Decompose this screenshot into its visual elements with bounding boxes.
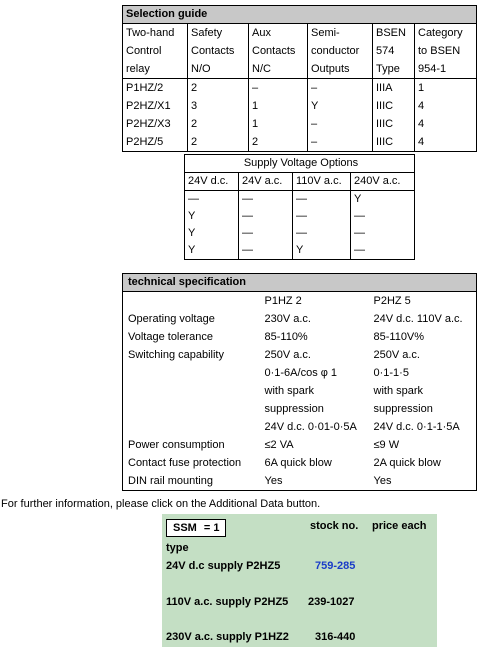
cell: 230V a.c. [264,313,311,325]
cell: 0·1-6A/cos φ 1 [264,367,338,379]
cell: ≤2 VA [264,439,294,451]
cell: — [354,227,365,239]
cell: IIIC [373,97,415,115]
cell: Y [185,225,239,242]
technical-specification-title: technical specification [123,274,477,292]
cell: 2A quick blow [373,457,441,469]
type-column-header: type [166,542,189,554]
selection-guide-header-row [123,24,477,79]
ssm-label: SSM [173,522,197,534]
table-row [123,133,477,152]
cell: — [239,225,293,242]
cell: — [185,191,239,209]
spec-label: Power consumption [128,439,225,451]
cell: — [293,191,351,209]
table-row [185,191,415,209]
table-row [123,346,477,364]
table-row [185,242,415,260]
spec-label [123,400,260,418]
table-row [123,382,477,400]
technical-specification-table [122,273,477,491]
table-row [185,208,415,225]
order-item-type: 24V d.c supply P2HZ5 [166,560,281,572]
header-aux-contacts: Aux Contacts N/C [249,24,308,79]
cell: 2 [249,133,308,152]
spec-label: Switching capability [128,349,224,361]
supply-voltage-title: Supply Voltage Options [185,155,415,173]
column-header-p1hz2: P1HZ 2 [264,295,302,307]
stock-number: 316-440 [315,631,356,643]
spec-label [123,418,260,436]
cell: – [249,79,308,98]
cell: 1 [249,115,308,133]
spec-label: Contact fuse protection [128,457,242,469]
header-safety-contacts: Safety Contacts N/O [188,24,249,79]
header-relay: Two-hand Control relay [123,24,188,79]
column-header: 240V a.c. [351,173,415,191]
cell: suppression [264,403,324,415]
cell: — [239,208,293,225]
cell: P2HZ/5 [123,133,188,152]
cell: — [354,210,365,222]
table-row [123,436,477,454]
cell: – [308,79,373,98]
spec-label [123,364,260,382]
cell: 0·1-1·5 [373,367,409,379]
column-header-p2hz5: P2HZ 5 [373,295,411,307]
cell: — [293,208,351,225]
price-column-header: price each [372,520,427,532]
table-row [123,328,477,346]
cell: Y [308,97,373,115]
table-row [123,472,477,491]
cell: 24V d.c. 110V a.c. [373,313,463,325]
table-row [123,400,477,418]
cell: P1HZ/2 [123,79,188,98]
cell: 6A quick blow [264,457,332,469]
cell: – [308,115,373,133]
table-row [123,454,477,472]
cell: Yes [373,475,392,487]
order-item-type: 230V a.c. supply P1HZ2 [166,631,289,643]
cell: with spark [373,385,424,397]
cell: 4 [418,136,425,148]
cell: with spark [264,385,315,397]
cell: IIIC [373,115,415,133]
order-item-type: 110V a.c. supply P2HZ5 [166,596,289,608]
spec-label: Operating voltage [128,313,215,325]
supply-voltage-header-row [185,173,415,191]
order-panel [162,514,437,647]
table-row [123,364,477,382]
column-header: 24V a.c. [239,173,293,191]
cell: – [308,133,373,152]
table-row [123,97,477,115]
cell: Yes [264,475,283,487]
cell: 4 [418,100,425,112]
cell: 2 [188,115,249,133]
cell: 2 [188,79,249,98]
cell: 250V a.c. [264,349,311,361]
table-row [123,79,477,98]
cell: — [239,191,293,209]
column-header: 24V d.c. [185,173,239,191]
cell [123,292,260,311]
cell: 24V d.c. 0·1-1·5A [373,421,460,433]
cell: 250V a.c. [373,349,420,361]
cell: — [354,244,365,256]
cell: ≤9 W [373,439,400,451]
cell: 4 [418,118,425,130]
cell: — [293,225,351,242]
further-info-note: For further information, please click on the Additional Data button. [1,498,321,510]
cell: suppression [373,403,433,415]
cell: 24V d.c. 0·01-0·5A [264,421,357,433]
cell: P2HZ/X1 [123,97,188,115]
cell: 2 [188,133,249,152]
cell: 3 [188,97,249,115]
spec-label [123,382,260,400]
header-semiconductor-outputs: Semi- conductor Outputs [308,24,373,79]
cell: 1 [418,82,425,94]
cell: 85-110V% [373,331,425,343]
stock-column-header: stock no. [310,520,359,532]
header-category: Category to BSEN 954-1 [415,24,477,79]
cell: Y [185,242,239,260]
spec-label: Voltage tolerance [128,331,214,343]
cell: IIIC [373,133,415,152]
stock-number: 239-1027 [308,596,355,608]
header-bsen-574-type: BSEN 574 Type [373,24,415,79]
cell: 1 [249,97,308,115]
supply-voltage-table [184,154,415,260]
table-row [123,310,477,328]
column-header: 110V a.c. [293,173,351,191]
cell: Y [293,242,351,260]
ssm-value: = 1 [203,522,220,534]
selection-guide-table [122,5,477,152]
spec-label: DIN rail mounting [128,475,213,487]
table-row [123,418,477,436]
table-row [123,115,477,133]
cell: IIIA [373,79,415,98]
cell: P2HZ/X3 [123,115,188,133]
ssm-quantity-field[interactable] [166,519,226,537]
cell: Y [185,208,239,225]
cell: Y [354,193,362,205]
cell: — [239,242,293,260]
selection-guide-title: Selection guide [123,6,477,24]
cell: 85-110% [264,331,308,343]
stock-number-link[interactable]: 759-285 [315,560,356,572]
table-row [185,225,415,242]
technical-header-row [123,292,477,311]
